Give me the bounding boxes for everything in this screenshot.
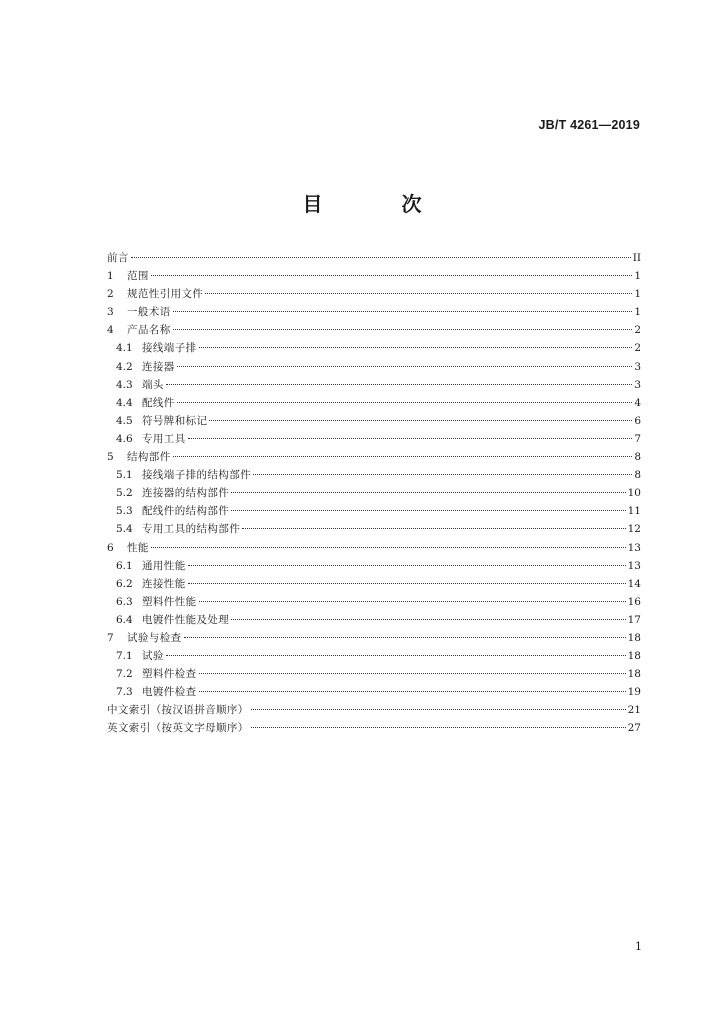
toc-entry[interactable]	[107, 593, 641, 611]
toc-entry-page: 18	[627, 668, 641, 681]
toc-entry-title: 中文索引（按汉语拼音顺序）	[107, 704, 249, 717]
dot-leader	[188, 565, 626, 566]
toc-entry-number: 6	[107, 541, 114, 554]
dot-leader	[173, 456, 633, 457]
toc-entry-title: 连接性能	[142, 577, 186, 590]
toc-entry-number: 5	[107, 451, 114, 464]
toc-entry[interactable]	[107, 611, 641, 629]
toc-entry-title: 接线端子排	[142, 342, 197, 355]
toc-entry[interactable]	[107, 376, 641, 394]
toc-entry-page: 8	[634, 469, 641, 482]
toc-entry-title: 范围	[127, 270, 149, 283]
dot-leader	[231, 619, 625, 620]
dot-leader	[184, 637, 626, 638]
toc-entry-page: 1	[634, 288, 641, 301]
toc-entry[interactable]	[107, 321, 641, 339]
dot-leader	[173, 329, 633, 330]
toc-entry-title: 符号牌和标记	[142, 414, 208, 427]
page-number: 1	[635, 940, 642, 953]
toc-entry[interactable]	[107, 448, 641, 466]
toc-entry-number: 4.6	[116, 432, 133, 445]
toc-entry[interactable]	[107, 339, 641, 357]
dot-leader	[131, 257, 631, 258]
dot-leader	[166, 655, 626, 656]
dot-leader	[199, 601, 626, 602]
toc-entry-page: 2	[634, 324, 641, 337]
toc-entry-title: 通用性能	[142, 559, 186, 572]
toc-entry-title: 试验	[142, 650, 164, 663]
dot-leader	[188, 583, 626, 584]
toc-entry-title: 试验与检查	[127, 631, 182, 644]
toc-entry-page: 14	[627, 577, 641, 590]
toc-entry-page: 4	[634, 396, 641, 409]
dot-leader	[199, 673, 626, 674]
toc-entry-title: 前言	[107, 252, 129, 264]
dot-leader	[151, 547, 626, 548]
toc-title: 目 次	[302, 192, 458, 216]
toc-entry-number: 7.2	[116, 668, 133, 681]
toc-entry[interactable]	[107, 701, 641, 719]
toc-entry-number: 4.5	[116, 414, 133, 427]
dot-leader	[242, 528, 626, 529]
toc-entry-title: 电镀件检查	[142, 686, 197, 699]
toc-entry-page: 17	[627, 613, 641, 626]
toc-entry-number: 4.1	[116, 342, 133, 355]
dot-leader	[231, 492, 625, 493]
dot-leader	[205, 293, 632, 294]
toc-entry-number: 6.1	[116, 559, 133, 572]
dot-leader	[151, 275, 633, 276]
toc-entry[interactable]	[107, 466, 641, 484]
dot-leader	[166, 384, 633, 385]
toc-entry[interactable]	[107, 394, 641, 412]
standard-number: JB/T 4261—2019	[538, 118, 640, 132]
dot-leader	[231, 510, 625, 511]
toc-entry-number: 6.4	[116, 613, 133, 626]
toc-entry-number: 7	[107, 631, 114, 644]
toc-entry-number: 4.2	[116, 360, 133, 373]
toc-entry-page: 18	[627, 631, 641, 644]
toc-entry-page: 13	[627, 559, 641, 572]
toc-entry[interactable]	[107, 683, 641, 701]
toc-entry-page: 1	[634, 270, 641, 283]
toc-entry-number: 4.4	[116, 396, 133, 409]
toc-entry-page: 12	[627, 523, 641, 536]
dot-leader	[199, 347, 633, 348]
toc-entry-page: 1	[634, 306, 641, 319]
toc-entry-page: 6	[634, 414, 641, 427]
toc-entry-title: 产品名称	[127, 324, 171, 337]
toc-entry-page: 19	[627, 686, 641, 699]
toc-entry-page: 18	[627, 650, 641, 663]
toc-entry-number: 5.1	[116, 469, 133, 482]
toc-entry[interactable]	[107, 629, 641, 647]
toc-entry-page: 21	[627, 704, 641, 717]
dot-leader	[177, 402, 633, 403]
toc-entry[interactable]	[107, 575, 641, 593]
toc-entry-number: 7.1	[116, 650, 133, 663]
table-of-contents	[107, 249, 641, 738]
toc-entry-title: 配线件	[142, 396, 175, 409]
toc-entry-title: 塑料件检查	[142, 668, 197, 681]
toc-entry-number: 3	[107, 306, 114, 319]
toc-entry-number: 4.3	[116, 378, 133, 391]
toc-entry-title: 连接器	[142, 360, 175, 373]
dot-leader	[251, 709, 626, 710]
toc-entry-page: 3	[634, 360, 641, 373]
toc-entry[interactable]	[107, 358, 641, 376]
toc-entry-number: 6.2	[116, 577, 133, 590]
toc-entry-page: 16	[627, 595, 641, 608]
toc-entry-number: 1	[107, 270, 114, 283]
toc-entry[interactable]	[107, 719, 641, 737]
toc-entry[interactable]	[107, 484, 641, 502]
toc-entry-title: 一般术语	[127, 306, 171, 319]
toc-entry-number: 4	[107, 324, 114, 337]
toc-entry-page: 27	[627, 722, 641, 735]
dot-leader	[199, 691, 626, 692]
toc-entry[interactable]	[107, 502, 641, 520]
toc-entry-page: 8	[634, 451, 641, 464]
toc-entry-page: 3	[634, 378, 641, 391]
toc-entry[interactable]	[107, 520, 641, 538]
toc-entry-title: 端头	[142, 378, 164, 391]
toc-entry-page: 13	[627, 541, 641, 554]
toc-entry-page: 11	[627, 505, 641, 518]
toc-entry-page: 7	[634, 432, 641, 445]
toc-entry-title: 专用工具的结构部件	[142, 523, 241, 536]
toc-entry[interactable]	[107, 647, 641, 665]
toc-entry[interactable]	[107, 665, 641, 683]
dot-leader	[188, 438, 633, 439]
dot-leader	[173, 311, 633, 312]
toc-entry[interactable]	[107, 285, 641, 303]
toc-entry-title: 规范性引用文件	[127, 288, 204, 301]
toc-entry-title: 连接器的结构部件	[142, 487, 230, 500]
dot-leader	[251, 727, 626, 728]
toc-entry-title: 配线件的结构部件	[142, 505, 230, 518]
toc-entry[interactable]	[107, 412, 641, 430]
dot-leader	[253, 474, 632, 475]
toc-entry[interactable]	[107, 267, 641, 285]
toc-entry-number: 6.3	[116, 595, 133, 608]
toc-entry-number: 5.3	[116, 505, 133, 518]
toc-entry[interactable]	[107, 303, 641, 321]
toc-entry-title: 性能	[127, 541, 149, 554]
toc-entry-page: 10	[627, 487, 641, 500]
toc-entry-title: 电镀件性能及处理	[142, 613, 230, 626]
toc-entry-title: 接线端子排的结构部件	[142, 469, 251, 482]
toc-entry[interactable]	[107, 430, 641, 448]
toc-entry-page: 2	[634, 342, 641, 355]
toc-entry-number: 5.4	[116, 523, 133, 536]
toc-entry-title: 英文索引（按英文字母顺序）	[107, 722, 249, 735]
toc-entry-number: 2	[107, 288, 114, 301]
toc-entry-number: 5.2	[116, 487, 133, 500]
toc-entry-page: II	[632, 252, 641, 264]
toc-entry-title: 专用工具	[142, 432, 186, 445]
toc-entry-number: 7.3	[116, 686, 133, 699]
toc-entry-title: 塑料件性能	[142, 595, 197, 608]
dot-leader	[177, 366, 633, 367]
toc-entry-title: 结构部件	[127, 451, 171, 464]
dot-leader	[209, 420, 632, 421]
toc-entry[interactable]	[107, 557, 641, 575]
toc-entry[interactable]	[107, 539, 641, 557]
toc-entry[interactable]	[107, 249, 641, 267]
